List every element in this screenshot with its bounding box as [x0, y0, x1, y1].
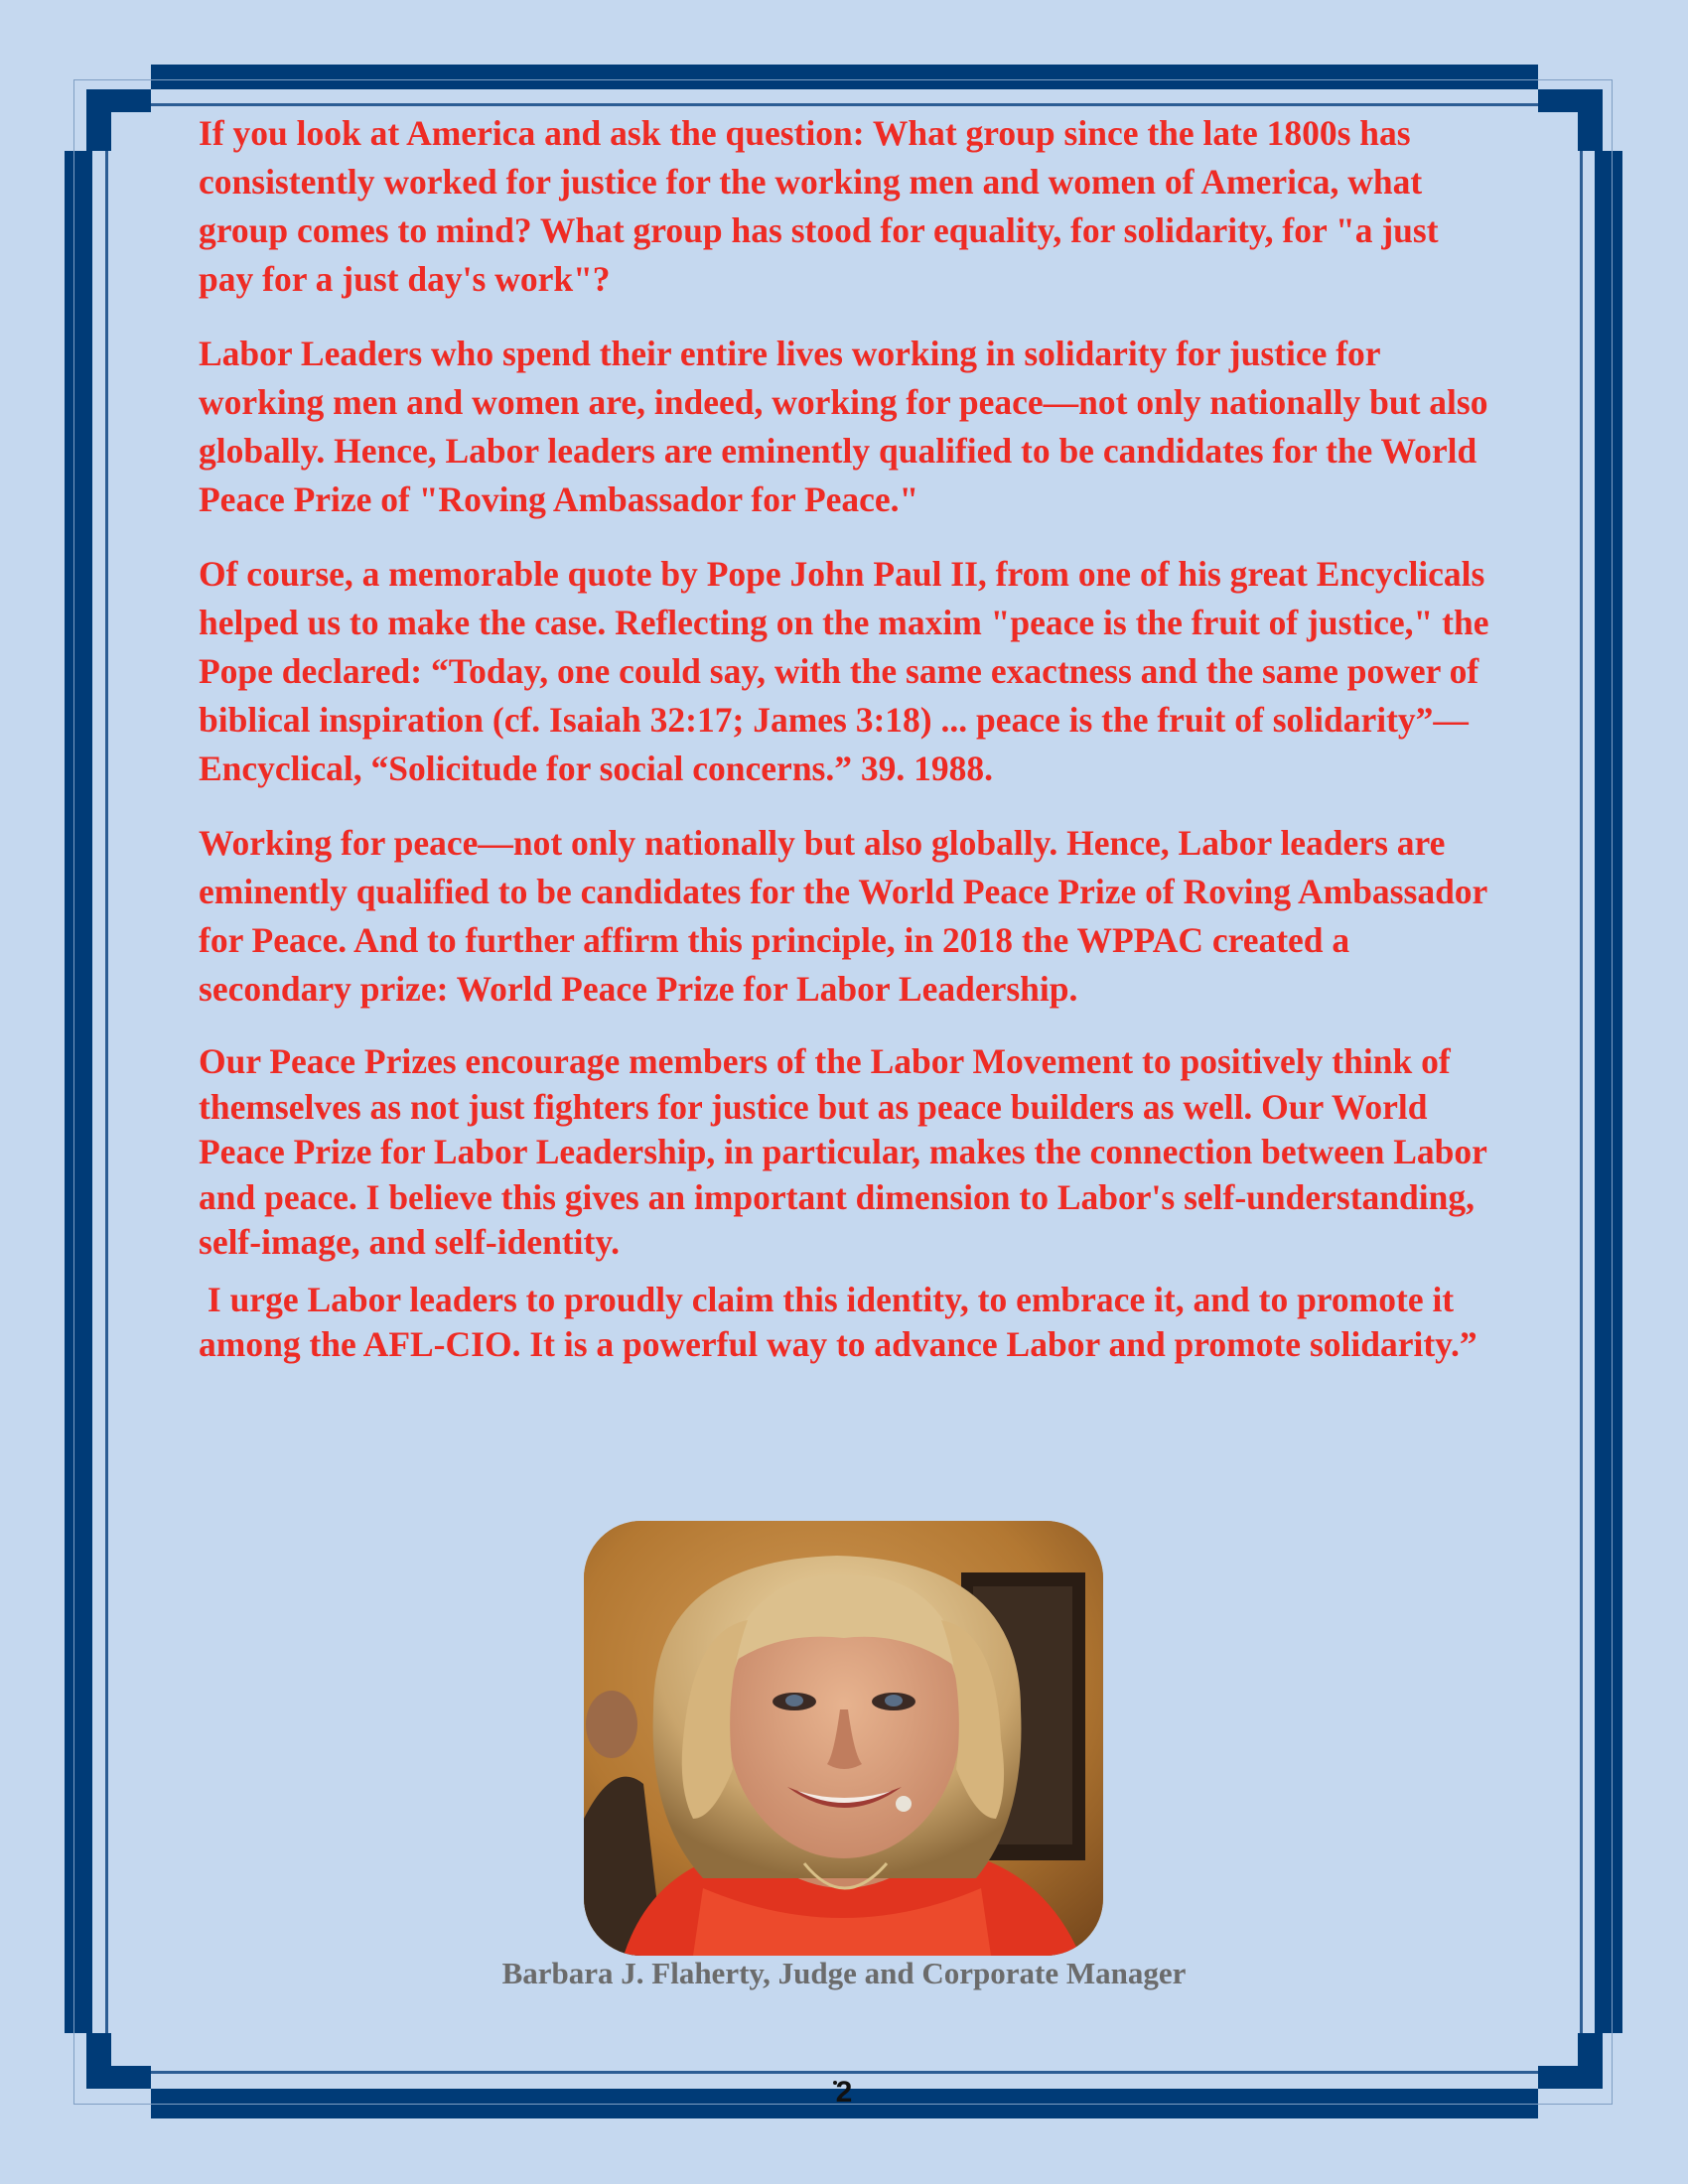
photo-caption: Barbara J. Flaherty, Judge and Corporate Manager	[501, 1956, 1187, 1990]
paragraph-4: Working for peace—not only nationally but also globally. Hence, Labor leaders are eminently qualified to be candidates for the World Peace Prize of Roving Ambassador for Peace. And to further affirm this principle, in 2018 the WPPAC created a secondary prize: World Peace Prize for Labor Leadership.	[199, 823, 1487, 1009]
portrait-illustration	[584, 1521, 1103, 1956]
portrait-photo	[584, 1521, 1103, 1956]
paragraph-2: Labor Leaders who spend their entire lives working in solidarity for justice for working men and women are, indeed, working for peace—not only nationally but also globally. Hence, Labor leaders are eminently qualified to be candidates for the World Peace Prize of "Roving Ambassador for Peace."	[199, 334, 1488, 519]
article-body	[199, 109, 1496, 1368]
paragraph-6: I urge Labor leaders to proudly claim this identity, to embrace it, and to promote it among the AFL-CIO. It is a powerful way to advance Labor and promote solidarity.”	[199, 1279, 1477, 1364]
paragraph-5: Our Peace Prizes encourage members of the Labor Movement to positively think of themselves as not just fighters for justice but as peace builders as well. Our World Peace Prize for Labor Leadership, in particular, makes the connection between Labor and peace. I believe this gives an important dimension to Labor's self-understanding, self-image, and self-identity.	[199, 1041, 1496, 1262]
paragraph-1: If you look at America and ask the question: What group since the late 1800s has consistently worked for justice for the working men and women of America, what group comes to mind? What group has stood for equality, for solidarity, for "a just pay for a just day's work"?	[199, 113, 1439, 299]
page-number: 2	[835, 2076, 853, 2109]
paragraph-3: Of course, a memorable quote by Pope John Paul II, from one of his great Encyclicals helped us to make the case. Reflecting on the maxim "peace is the fruit of justice," the Pope declared: “Today, one could say, with the same exactness and the same power of biblical inspiration (cf. Isaiah 32:17; James 3:18) ... peace is the fruit of solidarity”— Encyclical, “Solicitude for social concerns.” 39. 1988.	[199, 554, 1489, 788]
